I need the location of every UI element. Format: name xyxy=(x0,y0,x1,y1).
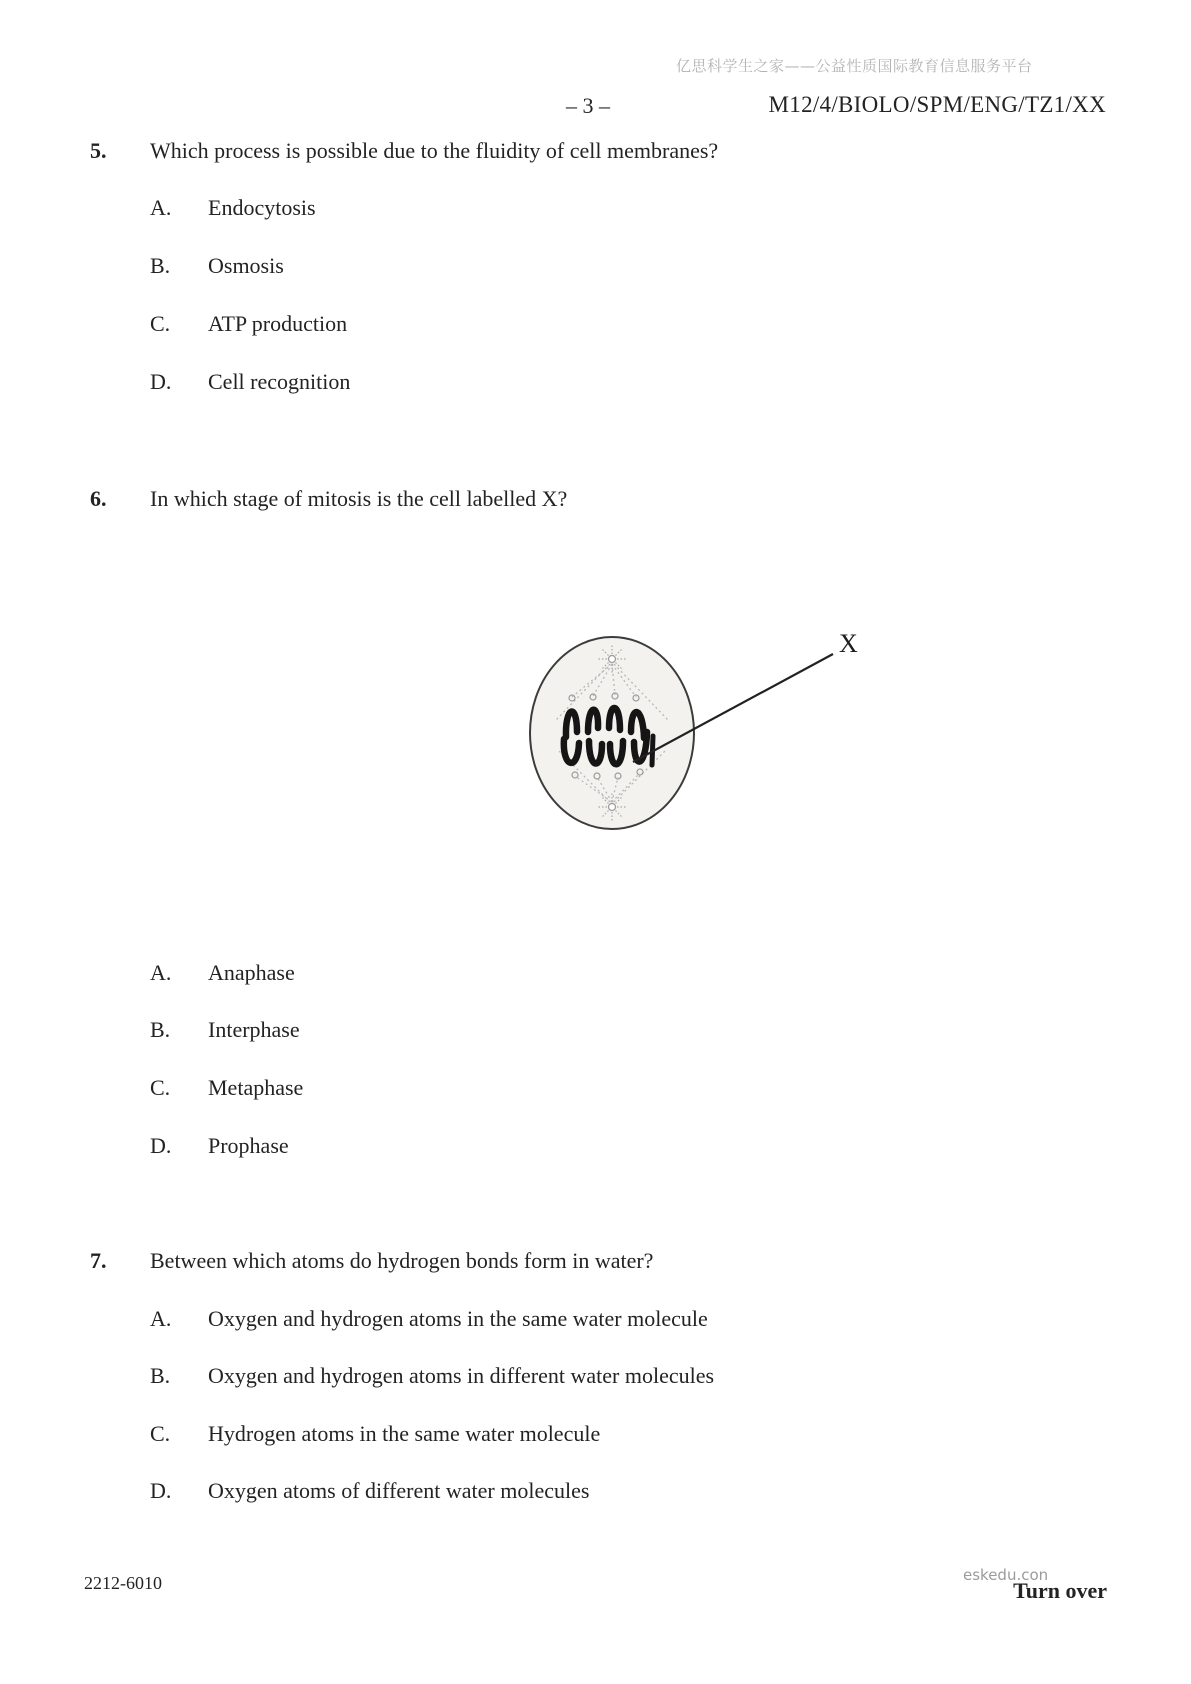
option-text: ATP production xyxy=(208,311,348,336)
option-text: Oxygen atoms of different water molecules xyxy=(208,1478,590,1503)
question-6-option-b xyxy=(0,1017,1191,1045)
question-number: 6. xyxy=(90,486,107,511)
option-letter: C. xyxy=(150,311,171,336)
question-number: 7. xyxy=(90,1248,107,1273)
question-text: In which stage of mitosis is the cell labelled X? xyxy=(150,486,568,511)
question-7-option-d xyxy=(0,1478,1191,1506)
question-5-option-b xyxy=(0,253,1191,281)
exam-code: M12/4/BIOLO/SPM/ENG/TZ1/XX xyxy=(768,92,1106,117)
option-text: Oxygen and hydrogen atoms in the same water molecule xyxy=(208,1306,708,1331)
option-letter: A. xyxy=(150,195,172,220)
page-number: – 3 – xyxy=(566,93,610,118)
question-5-option-c xyxy=(0,311,1191,339)
question-number: 5. xyxy=(90,138,107,163)
option-letter: A. xyxy=(150,960,172,985)
question-5-option-d xyxy=(0,369,1191,397)
question-5 xyxy=(0,138,1191,166)
option-letter: D. xyxy=(150,369,172,394)
mitosis-figure xyxy=(450,560,910,870)
option-letter: B. xyxy=(150,1017,171,1042)
option-letter: B. xyxy=(150,1363,171,1388)
option-letter: C. xyxy=(150,1075,171,1100)
option-text: Interphase xyxy=(208,1017,300,1042)
option-text: Metaphase xyxy=(208,1075,304,1100)
question-6-option-c xyxy=(0,1075,1191,1103)
option-letter: D. xyxy=(150,1478,172,1503)
question-6 xyxy=(0,486,1191,514)
question-text: Which process is possible due to the fluidity of cell membranes? xyxy=(150,138,719,163)
question-7-option-a xyxy=(0,1306,1191,1334)
option-text: Oxygen and hydrogen atoms in different water molecules xyxy=(208,1363,715,1388)
question-text: Between which atoms do hydrogen bonds form in water? xyxy=(150,1248,654,1273)
option-text: Prophase xyxy=(208,1133,289,1158)
option-text: Endocytosis xyxy=(208,195,316,220)
footer-watermark-text: eskedu.con xyxy=(963,1566,1049,1584)
question-7 xyxy=(0,1248,1191,1276)
option-letter: A. xyxy=(150,1306,172,1331)
document-code: 2212-6010 xyxy=(84,1573,162,1593)
option-text: Cell recognition xyxy=(208,369,351,394)
option-letter: B. xyxy=(150,253,171,278)
question-7-option-b xyxy=(0,1363,1191,1391)
option-letter: C. xyxy=(150,1421,171,1446)
question-7-option-c xyxy=(0,1421,1191,1449)
turn-over-label: Turn over xyxy=(1013,1578,1107,1603)
figure-label-x: X xyxy=(839,629,858,658)
question-6-option-d xyxy=(0,1133,1191,1161)
option-letter: D. xyxy=(150,1133,172,1158)
option-text: Osmosis xyxy=(208,253,284,278)
option-text: Anaphase xyxy=(208,960,295,985)
question-6-option-a xyxy=(0,960,1191,988)
question-5-option-a xyxy=(0,195,1191,223)
site-watermark-text: 亿思科学生之家——公益性质国际教育信息服务平台 xyxy=(676,57,1033,75)
option-text: Hydrogen atoms in the same water molecule xyxy=(208,1421,601,1446)
